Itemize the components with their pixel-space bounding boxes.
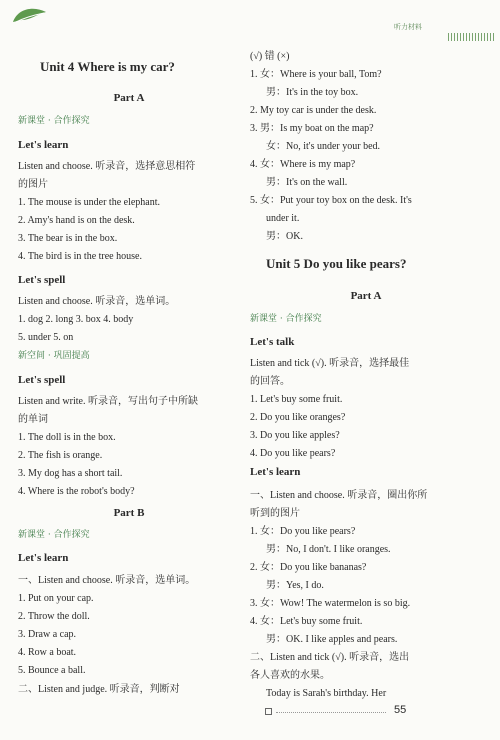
left-text-line: 1. The mouse is under the elephant.	[18, 197, 161, 208]
right-text-line: 男：OK.	[266, 231, 303, 242]
left-text-line: 的图片	[18, 179, 48, 190]
left-text-line: 1. dog 2. long 3. box 4. body	[18, 314, 134, 325]
right-text-line: Let's learn	[250, 466, 301, 478]
right-text-line: 的回答。	[250, 376, 290, 387]
right-text-line: 4. Do you like pears?	[250, 448, 336, 459]
left-text-line: 1. Put on your cap.	[18, 593, 94, 604]
right-text-line: 一、Listen and choose. 听录音，圈出你所	[250, 490, 428, 501]
right-text-line: 听到的图片	[250, 508, 300, 519]
right-text-line: 3. Do you like apples?	[250, 430, 340, 441]
left-text-line: 二、Listen and judge. 听录音，判断对	[18, 684, 180, 695]
right-text-line: 1. 女：Where is your ball, Tom?	[250, 69, 382, 80]
left-text-line: 新空间 · 巩固提高	[18, 351, 90, 361]
left-text-line: Listen and choose. 听录音，选择意思相符	[18, 161, 196, 172]
left-text-line: 5. Bounce a ball.	[18, 665, 86, 676]
leaf-logo-icon	[10, 6, 50, 26]
right-text-line: 3. 女：Wow! The watermelon is so big.	[250, 598, 411, 609]
right-text-line: 男：It's in the toy box.	[266, 87, 359, 98]
left-text-line: 的单词	[18, 414, 48, 425]
right-text-line: Today is Sarah's birthday. Her	[266, 688, 387, 699]
right-text-line: 3. 男：Is my boat on the map?	[250, 123, 374, 134]
right-text-line: 2. 女：Do you like bananas?	[250, 562, 367, 573]
right-text-line: 4. 女：Let's buy some fruit.	[250, 616, 363, 627]
right-text-line: Let's talk	[250, 336, 295, 348]
footer-square-icon	[265, 708, 272, 715]
left-text-line: 3. My dog has a short tail.	[18, 468, 123, 479]
left-text-line: 一、Listen and choose. 听录音，选单词。	[18, 575, 196, 586]
left-text-line: Part B	[113, 507, 145, 519]
right-text-line: Part A	[350, 290, 382, 302]
left-text-line: Let's spell	[18, 374, 66, 386]
left-text-line: 5. under 5. on	[18, 332, 74, 343]
left-text-line: Part A	[113, 92, 145, 104]
right-text-line: 新课堂 · 合作探究	[250, 314, 322, 324]
header-stripes	[448, 33, 494, 41]
right-text-line: 2. Do you like oranges?	[250, 412, 346, 423]
left-text-line: 新课堂 · 合作探究	[18, 116, 90, 126]
left-text-line: Unit 4 Where is my car?	[40, 59, 175, 74]
left-text-line: 2. Amy's hand is on the desk.	[18, 215, 135, 226]
left-text-line: 2. The fish is orange.	[18, 450, 103, 461]
right-text-line: 男：No, I don't. I like oranges.	[266, 544, 391, 555]
right-text-line: 各人喜欢的水果。	[250, 670, 330, 681]
right-text-line: 二、Listen and tick (√). 听录音，选出	[250, 652, 410, 663]
right-text-line: 女：No, it's under your bed.	[266, 141, 381, 152]
right-text-line: 4. 女：Where is my map?	[250, 159, 356, 170]
right-text-line: (√) 错 (×)	[250, 51, 290, 62]
right-text-line: 男：Yes, I do.	[266, 580, 324, 591]
left-text-line: 4. The bird is in the tree house.	[18, 251, 142, 262]
left-text-line: 3. The bear is in the box.	[18, 233, 118, 244]
footer-rule	[276, 712, 386, 714]
left-text-line: Let's spell	[18, 274, 66, 286]
left-text-line: 1. The doll is in the box.	[18, 432, 116, 443]
right-text-line: 男：It's on the wall.	[266, 177, 348, 188]
left-text-line: Listen and choose. 听录音，选单词。	[18, 296, 176, 307]
right-text-line: Listen and tick (√). 听录音，选择最佳	[250, 358, 410, 369]
left-text-line: Listen and write. 听录音，写出句子中所缺	[18, 396, 198, 407]
page-number: 55	[394, 704, 407, 716]
left-text-line: Let's learn	[18, 552, 69, 564]
left-text-line: 新课堂 · 合作探究	[18, 530, 90, 540]
right-text-line: 5. 女：Put your toy box on the desk. It's	[250, 195, 412, 206]
right-text-line: Unit 5 Do you like pears?	[266, 256, 407, 271]
left-text-line: 3. Draw a cap.	[18, 629, 77, 640]
right-text-line: 男：OK. I like apples and pears.	[266, 634, 398, 645]
right-text-line: under it.	[266, 213, 300, 224]
left-text-line: 2. Throw the doll.	[18, 611, 90, 622]
right-text-line: 1. Let's buy some fruit.	[250, 394, 343, 405]
right-text-line: 2. My toy car is under the desk.	[250, 105, 377, 116]
left-text-line: Let's learn	[18, 139, 69, 151]
left-text-line: 4. Row a boat.	[18, 647, 77, 658]
right-text-line: 1. 女：Do you like pears?	[250, 526, 356, 537]
left-text-line: 4. Where is the robot's body?	[18, 486, 135, 497]
header-tag: 听力材料	[394, 23, 422, 31]
